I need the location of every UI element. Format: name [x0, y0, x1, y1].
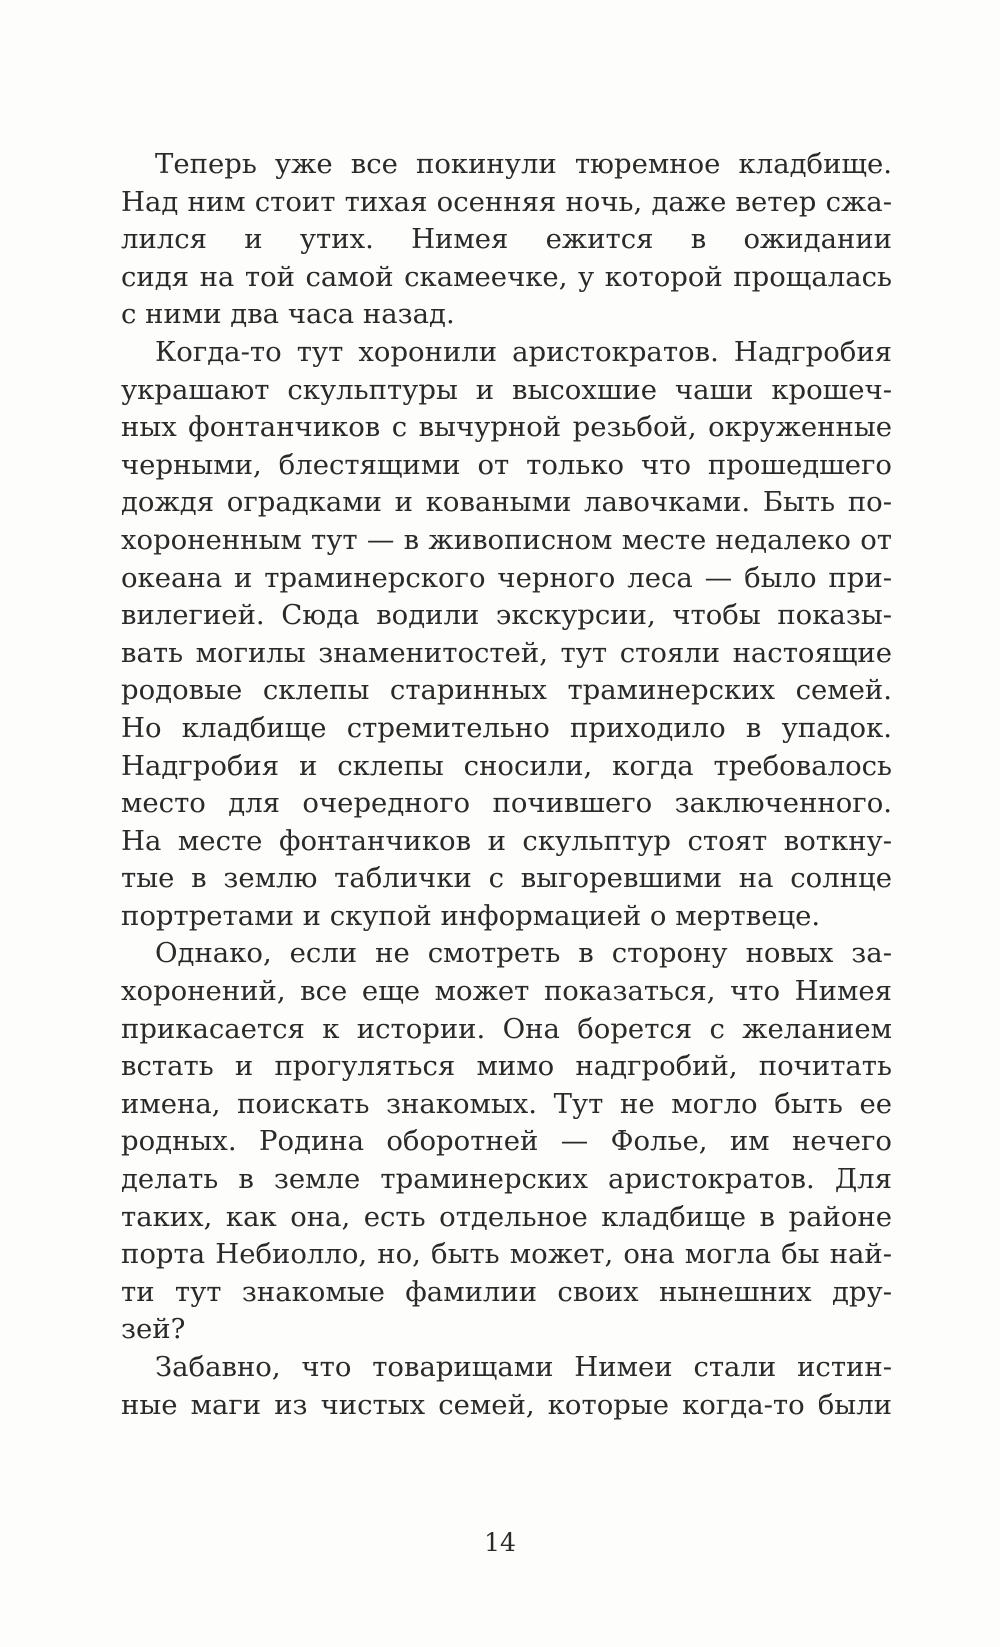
text-line: океана и траминерского черного леса — было при- — [121, 561, 892, 594]
text-line: Но кладбище стремительно приходило в упадок. — [121, 711, 892, 744]
text-line: встать и прогуляться мимо надгробий, почитать — [121, 1050, 892, 1083]
text-line: Однако, если не смотреть в сторону новых за- — [155, 937, 892, 970]
text-line: родных. Родина оборотней — Фолье, им нечего — [121, 1125, 892, 1158]
text-line: Теперь уже все покинули тюремное кладбище. — [155, 148, 892, 180]
text-line: хоронений, все еще может показаться, что Нимея — [121, 975, 892, 1008]
text-line: вать могилы знаменитостей, тут стояли настоящие — [121, 636, 892, 669]
text-line: сидя на той самой скамеечке, у которой прощалась — [121, 260, 892, 293]
body-text — [121, 146, 892, 1424]
text-line: вилегией. Сюда водили экскурсии, чтобы показы- — [121, 599, 892, 632]
text-line: Над ним стоит тихая осенняя ночь, даже ветер сжа- — [121, 185, 892, 218]
text-line: имена, поискать знакомых. Тут не могло быть ее — [121, 1087, 892, 1120]
text-line: прикасается к истории. Она борется с желанием — [121, 1012, 892, 1045]
text-line: с ними два часа назад. — [121, 298, 455, 331]
text-line: место для очередного почившего заключенного. — [121, 787, 892, 820]
text-line: Забавно, что товарищами Нимеи стали истин- — [155, 1351, 892, 1383]
text-line: ные маги из чистых семей, которые когда-то были — [121, 1388, 892, 1421]
text-line: хороненным тут — в живописном месте недалеко от — [121, 523, 892, 556]
text-line: делать в земле траминерских аристократов. Для — [121, 1163, 892, 1196]
text-line: Надгробия и склепы сносили, когда требовалось — [121, 749, 892, 782]
text-line: зей? — [121, 1313, 186, 1346]
text-line: портретами и скупой информацией о мертвеце. — [121, 899, 821, 932]
text-line: таких, как она, есть отдельное кладбище в районе — [121, 1200, 892, 1233]
text-line: порта Небиолло, но, быть может, она могла бы най- — [121, 1238, 892, 1271]
text-line: ных фонтанчиков с вычурной резьбой, окруженные — [121, 411, 892, 444]
text-line: лился и утих. Нимея ежится в ожидании — [121, 223, 892, 256]
text-line: дождя оградками и коваными лавочками. Быть по- — [121, 486, 892, 519]
text-line: Когда-то тут хоронили аристократов. Надгробия — [155, 335, 892, 368]
text-line: тые в землю таблички с выгоревшими на солнце — [121, 862, 892, 895]
text-line: ти тут знакомые фамилии своих нынешних дру- — [121, 1275, 892, 1308]
text-line: На месте фонтанчиков и скульптур стоят воткну- — [121, 824, 892, 857]
text-line: родовые склепы старинных траминерских семей. — [121, 674, 892, 707]
page-number: 14 — [484, 1528, 516, 1557]
text-line: черными, блестящими от только что прошедшего — [121, 448, 892, 481]
text-line: украшают скульптуры и высохшие чаши крошеч- — [121, 373, 892, 406]
